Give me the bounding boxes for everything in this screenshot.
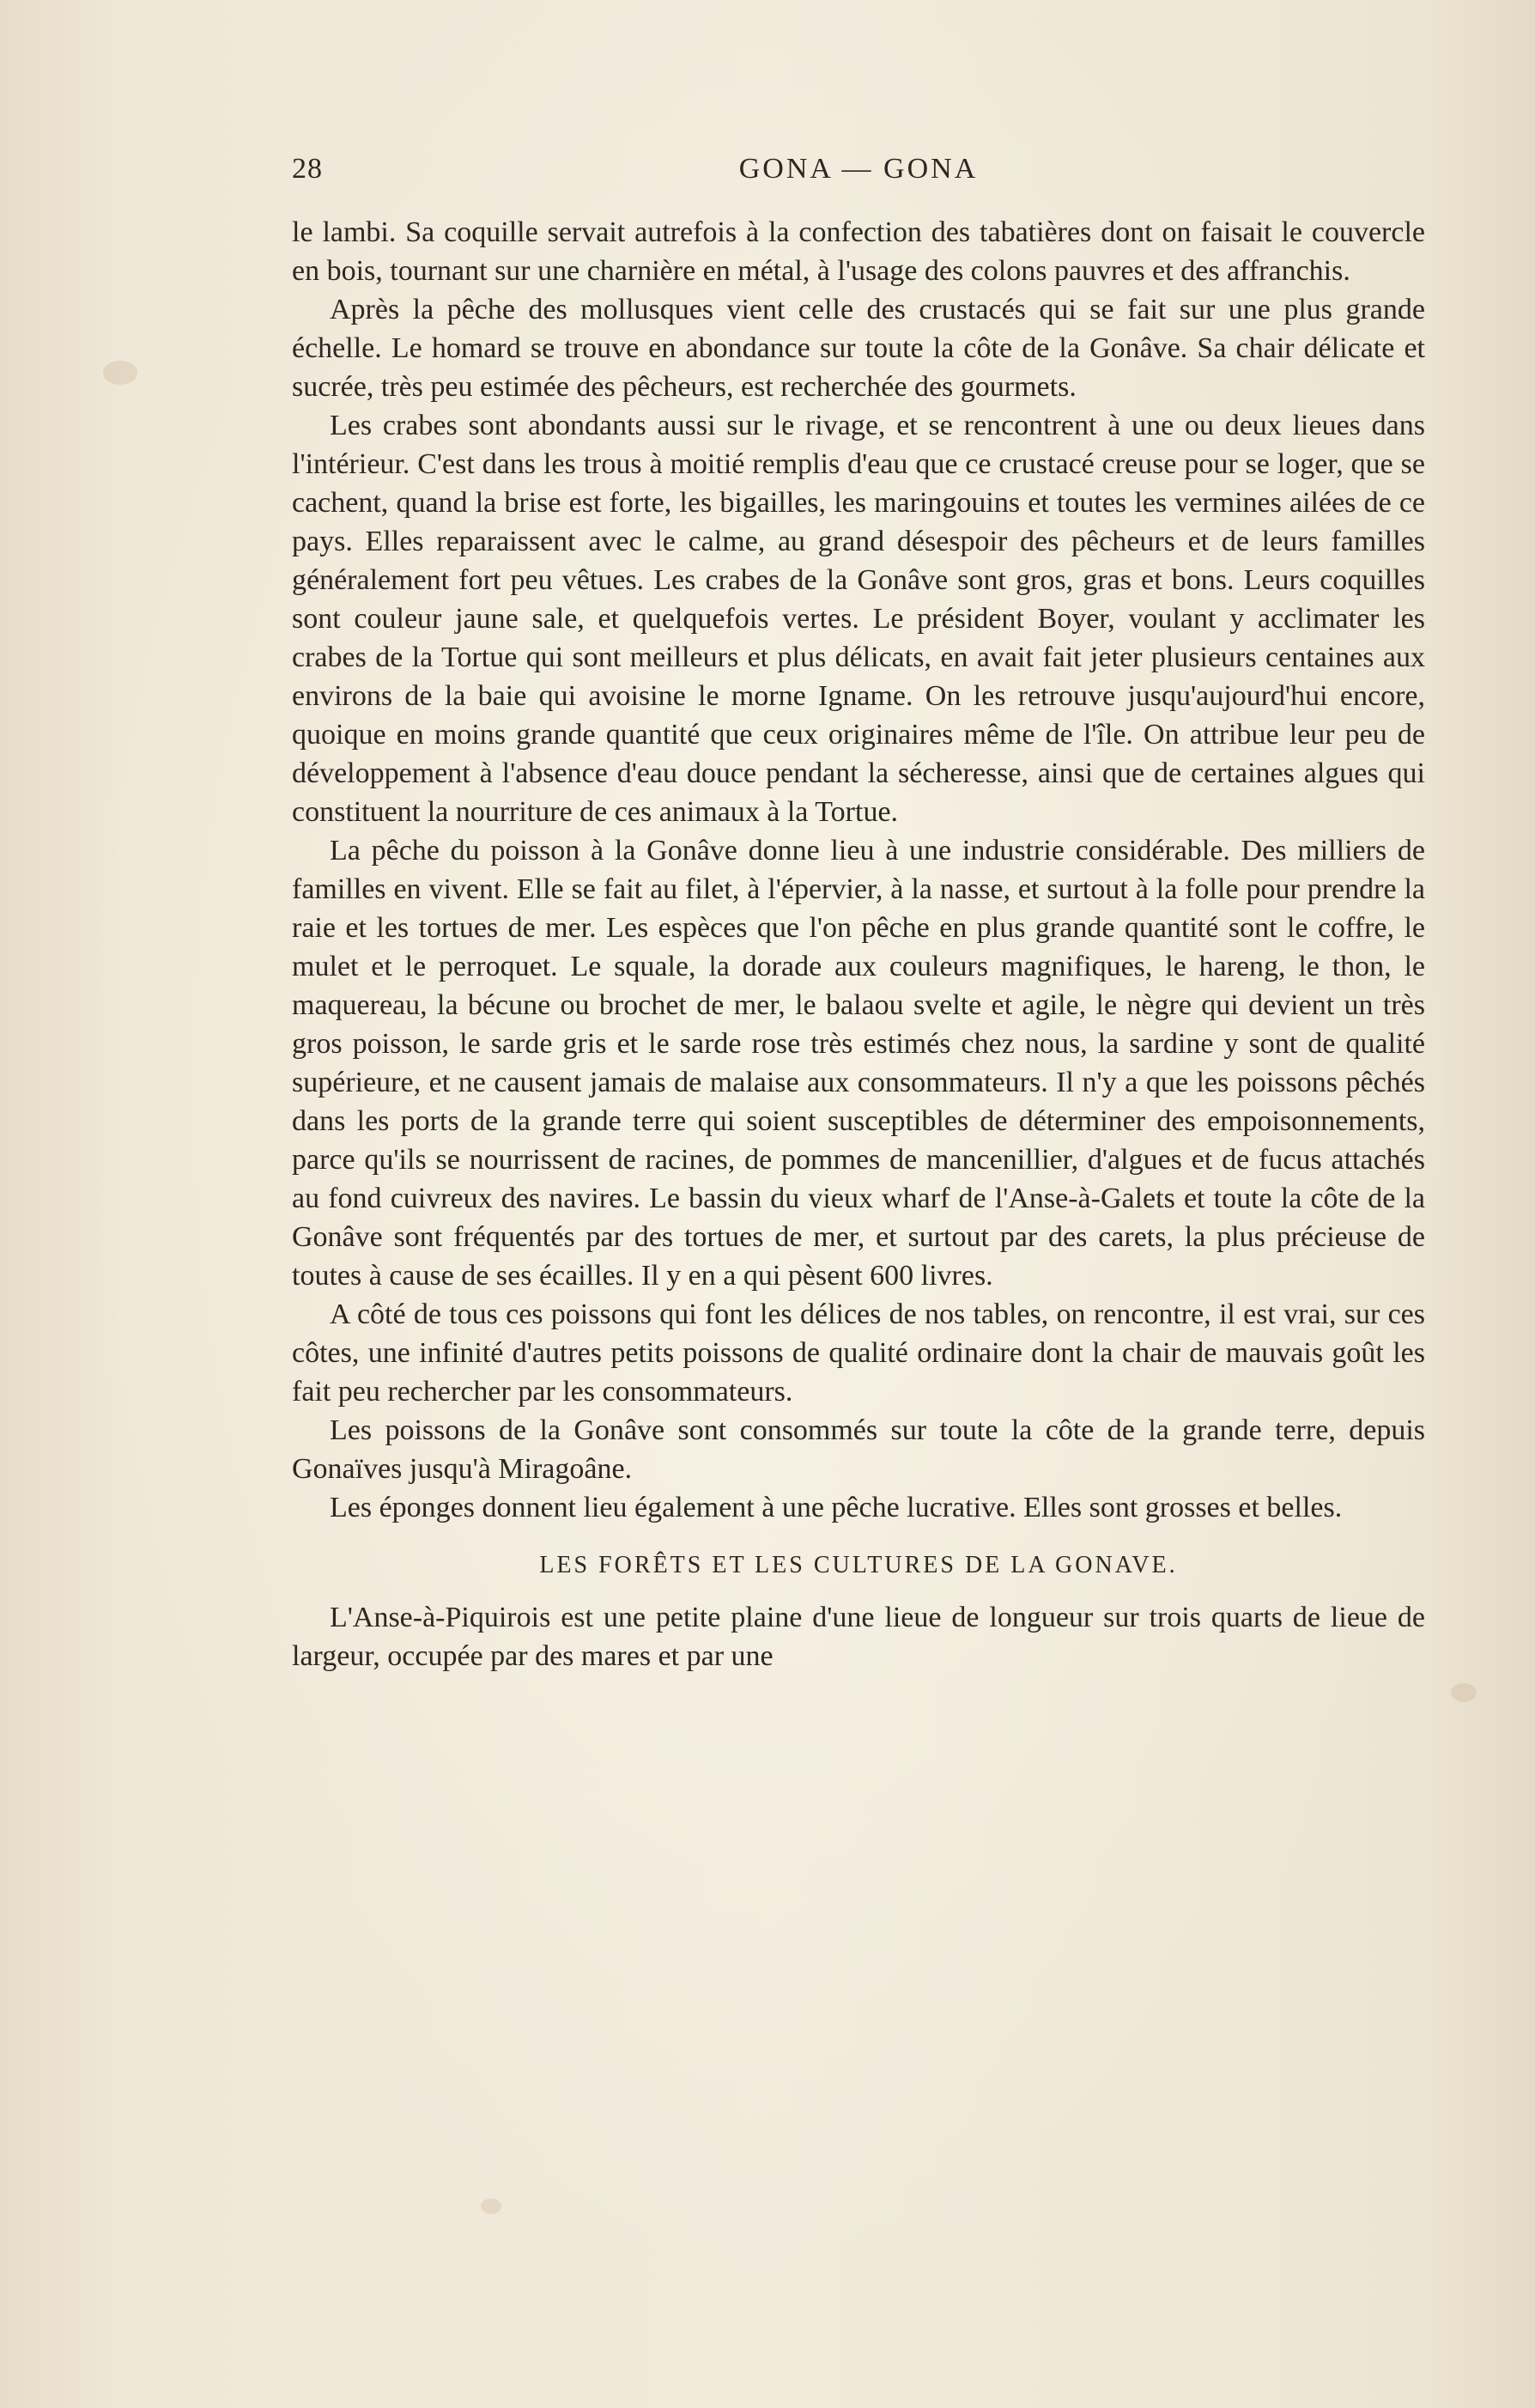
page-number: 28 bbox=[292, 153, 323, 185]
paragraph: Les éponges donnent lieu également à une pêche lucrative. Elles sont grosses et belles. bbox=[330, 1492, 1343, 1523]
paper-stain bbox=[481, 2198, 501, 2214]
paragraph: Les poissons de la Gonâve sont consommés sur toute la côte de la grande terre, depuis Gonaïves jusqu'à Miragoâne. bbox=[292, 1414, 1425, 1485]
paragraph: L'Anse-à-Piquirois est une petite plaine d'une lieue de longueur sur trois quarts de lieue de largeur, occupée par des mares et par une bbox=[292, 1602, 1425, 1672]
paper-stain bbox=[1451, 1683, 1477, 1702]
running-head bbox=[292, 153, 1425, 196]
body-text bbox=[292, 213, 1425, 1675]
paragraph: A côté de tous ces poissons qui font les délices de nos tables, on rencontre, il est vrai, sur ces côtes, une infinité d'autres petits poissons de qualité ordinaire dont la chair de mauvais goût les fait peu rechercher par les consommateurs. bbox=[292, 1298, 1425, 1408]
paragraph: Les crabes sont abondants aussi sur le rivage, et se rencontrent à une ou deux lieues dans l'intérieur. C'est dans les trous à moitié remplis d'eau que ce crustacé creuse pour se loger, que se cachent, quand la brise est forte, les bigailles, les maringouins et toutes les vermines ailées de ce pays. Elles reparaissent avec le calme, au grand désespoir des pêcheurs et de leurs familles généralement fort peu vêtues. Les crabes de la Gonâve sont gros, gras et bons. Leurs coquilles sont couleur jaune sale, et quelquefois vertes. Le président Boyer, voulant y acclimater les crabes de la Tortue qui sont meilleurs et plus délicats, en avait fait jeter plusieurs centaines aux environs de la baie qui avoisine le morne Igname. On les retrouve jusqu'aujourd'hui encore, quoique en moins grande quantité que ceux originaires même de l'île. On attribue leur peu de développement à l'absence d'eau douce pendant la sécheresse, ainsi que de certaines algues qui constituent la nourriture de ces animaux à la Tortue. bbox=[292, 410, 1425, 828]
paragraph: La pêche du poisson à la Gonâve donne lieu à une industrie considérable. Des milliers de familles en vivent. Elle se fait au filet, à l'épervier, à la nasse, et surtout à la folle pour prendre la raie et les tortues de mer. Les espèces que l'on pêche en plus grande quantité sont le coffre, le mulet et le perroquet. Le squale, la dorade aux couleurs magnifiques, le hareng, le thon, le maquereau, la bécune ou brochet de mer, le balaou svelte et agile, le nègre qui devient un très gros poisson, le sarde gris et le sarde rose très estimés chez nous, la sardine y sont de qualité supérieure, et ne causent jamais de malaise aux consommateurs. Il n'y a que les poissons pêchés dans les ports de la grande terre qui soient susceptibles de déterminer des empoisonnements, parce qu'ils se nourrissent de racines, de pommes de mancenillier, d'algues et de fucus attachés au fond cuivreux des navires. Le bassin du vieux wharf de l'Anse-à-Galets et toute la côte de la Gonâve sont fréquentés par des tortues de mer, et surtout par des carets, la plus précieuse de toutes à cause de ses écailles. Il y en a qui pèsent 600 livres. bbox=[292, 835, 1425, 1292]
paper-stain bbox=[103, 361, 137, 385]
section-heading: LES FORÊTS ET LES CULTURES DE LA GONAVE. bbox=[539, 1552, 1178, 1578]
paragraph: le lambi. Sa coquille servait autrefois à la confection des tabatières dont on faisait le couvercle en bois, tournant sur une charnière en métal, à l'usage des colons pauvres et des affranchis. bbox=[292, 216, 1425, 287]
paragraph: Après la pêche des mollusques vient celle des crustacés qui se fait sur une plus grande échelle. Le homard se trouve en abondance sur toute la côte de la Gonâve. Sa chair délicate et sucrée, très peu estimée des pêcheurs, est recherchée des gourmets. bbox=[292, 294, 1425, 403]
running-title: GONA — GONA bbox=[738, 153, 979, 185]
